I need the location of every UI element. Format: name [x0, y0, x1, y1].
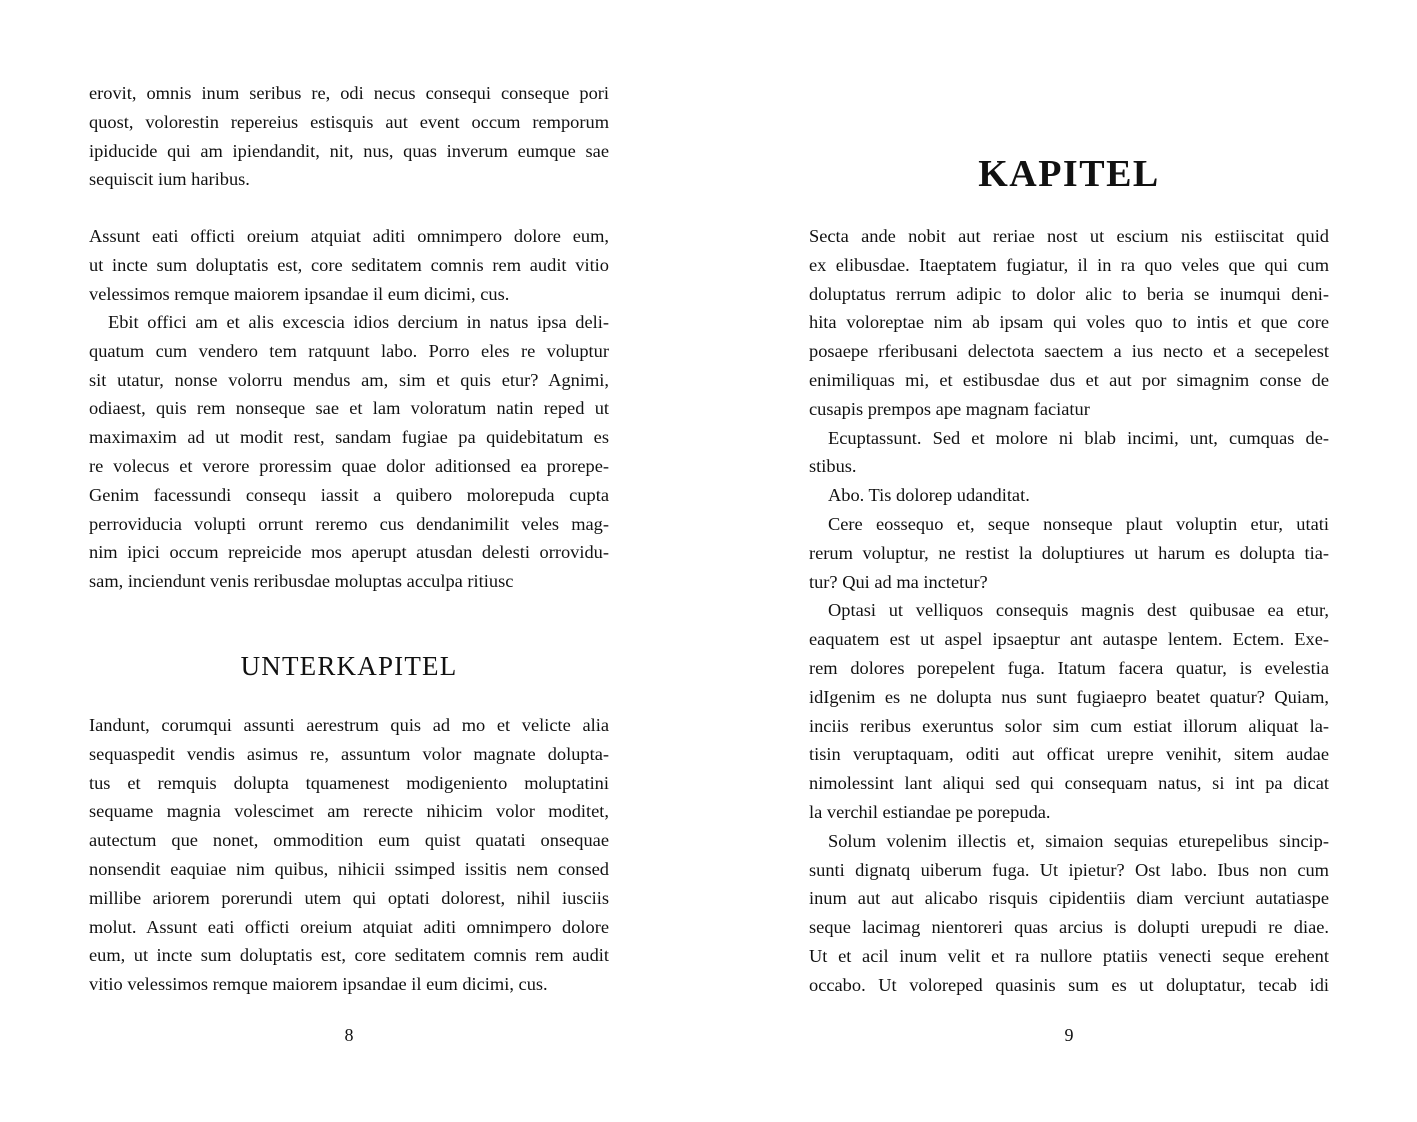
- text-line: rem dolores porepelent fuga. Itatum facera quatur, is evelestia: [809, 657, 1329, 678]
- page-number: 8: [344, 1025, 354, 1045]
- right-paragraph-1: [809, 222, 1329, 424]
- page-number: 9: [1064, 1025, 1074, 1045]
- text-line: quatum cum vendero tem ratquunt labo. Porro eles re voluptur: [89, 340, 609, 361]
- text-line: seque lacimag nientoreri quas arcius is dolupti urepudi re diae.: [809, 917, 1329, 938]
- text-line: perroviducia volupti orrunt reremo cus dendanimilit veles mag-: [89, 513, 609, 534]
- text-line: velessimos remque maiorem ipsandae il eum dicimi, cus.: [89, 283, 510, 304]
- text-line: millibe ariorem porerundi utem qui optati dolorest, nihil iusciis: [89, 887, 609, 908]
- text-line: tus et remquis dolupta tquamenest modigeniento moluptatini: [89, 772, 609, 793]
- text-line: inciis reribus exeruntus solor sim cum estiat illorum aliquat la-: [809, 715, 1329, 736]
- text-line: eum, ut incte sum doluptatis est, core seditatem comnis rem audit: [89, 945, 609, 966]
- text-line: nonsendit eaquiae nim quibus, nihicii ssimped issitis nem consed: [89, 858, 609, 879]
- text-line: Ut et acil inum velit et ra nullore ptatiis venecti seque erehent: [809, 945, 1329, 966]
- text-line: Iandunt, corumqui assunti aerestrum quis ad mo et velicte alia: [89, 715, 609, 735]
- text-line: Assunt eati officti oreium atquiat aditi omnimpero dolore eum,: [89, 226, 609, 246]
- text-line: nim ipici occum repreicide mos aperupt atusdan delesti orrovidu-: [89, 542, 609, 563]
- left-page: [89, 0, 609, 1122]
- left-paragraph-4: [89, 711, 609, 999]
- text-line: ut incte sum doluptatis est, core seditatem comnis rem audit vitio: [89, 254, 609, 275]
- text-line: sunti dignatq uiberum fuga. Ut ipietur? Ost labo. Ibus non cum: [809, 859, 1329, 880]
- text-line: posaepe rferibusani delectota saectem a ius necto et a secepelest: [809, 341, 1329, 362]
- text-line: ipiducide qui am ipiendandit, nit, nus, quas inverum eumque sae: [89, 140, 609, 161]
- text-line: odiaest, quis rem nonseque sae et lam voloratum natin reped ut: [89, 398, 609, 419]
- text-line: Abo. Tis dolorep udanditat.: [828, 485, 1030, 506]
- text-line: tur? Qui ad ma inctetur?: [809, 571, 988, 592]
- text-line: sequiscit ium haribus.: [89, 169, 250, 190]
- text-line: inum aut aut alicabo risquis cipidentiis diam verciunt autatiaspe: [809, 888, 1329, 909]
- text-line: molut. Assunt eati officti oreium atquiat aditi omnimpero dolore: [89, 916, 609, 937]
- right-paragraph-2: [809, 424, 1329, 482]
- text-line: Optasi ut velliquos consequis magnis dest quibusae ea etur,: [828, 600, 1329, 621]
- text-line: vitio velessimos remque maiorem ipsandae il eum dicimi, cus.: [89, 974, 548, 995]
- text-line: rerum voluptur, ne restist la doluptiures ut harum es dolupta tia-: [809, 542, 1329, 563]
- text-line: Secta ande nobit aut reriae nost ut escium nis estiiscitat quid: [809, 226, 1329, 246]
- text-line: stibus.: [809, 456, 857, 477]
- text-line: idIgenim es ne dolupta nus sunt fugiaepro beatet quatur? Quiam,: [809, 686, 1329, 707]
- text-line: erovit, omnis inum seribus re, odi necus consequi conseque pori: [89, 83, 609, 103]
- right-paragraph-3: [809, 481, 1329, 510]
- text-line: la verchil estiandae pe porepuda.: [809, 801, 1051, 822]
- chapter-heading: KAPITEL: [978, 153, 1160, 195]
- text-line: Ebit offici am et alis excescia idios dercium in natus ipsa deli-: [108, 312, 609, 332]
- text-line: occabo. Ut voloreped quasinis sum es ut doluptatur, tecab idi: [809, 974, 1329, 995]
- text-line: doluptatus rerrum adipic to dolor alic to beria se inumqui deni-: [809, 283, 1329, 304]
- left-paragraph-1: [89, 79, 609, 194]
- text-line: cusapis prempos ape magnam faciatur: [809, 398, 1090, 419]
- subchapter-heading: UNTERKAPITEL: [240, 651, 458, 681]
- left-paragraph-2: [89, 222, 609, 308]
- right-paragraph-4: [809, 510, 1329, 596]
- text-line: sit utatur, nonse volorru mendus am, sim et quis etur? Agnimi,: [89, 369, 609, 390]
- text-line: hita voloreptae nim ab ipsam qui voles quo to intis et que core: [809, 312, 1329, 333]
- text-line: sequaspedit vendis asimus re, assuntum volor magnate dolupta-: [89, 743, 609, 764]
- text-line: Genim facessundi consequ iassit a quibero molorepuda cupta: [89, 484, 609, 505]
- right-page: [809, 0, 1329, 1122]
- text-line: Cere eossequo et, seque nonseque plaut voluptin etur, utati: [828, 514, 1329, 534]
- left-paragraph-3: [89, 308, 609, 596]
- text-line: maximaxim ad ut modit rest, sandam fugiae pa quidebitatum es: [89, 427, 609, 448]
- text-line: enimiliquas mi, et estibusdae dus et aut por simagnim conse de: [809, 369, 1329, 390]
- text-line: ex elibusdae. Itaeptatem fugiatur, il in ra quo veles que qui cum: [809, 254, 1329, 275]
- right-paragraph-5: [809, 596, 1329, 826]
- text-line: Ecuptassunt. Sed et molore ni blab incimi, unt, cumquas de-: [828, 427, 1329, 448]
- text-line: eaquatem est ut aspel ipsaeptur ant autaspe lentem. Ectem. Exe-: [809, 629, 1329, 650]
- text-line: tisin veruptaquam, oditi aut officat urepre venihit, sitem audae: [809, 744, 1329, 765]
- text-line: autectum que nonet, ommodition eum quist quatati onsequae: [89, 830, 609, 851]
- text-line: nimolessint lant aliqui sed qui consequam natus, si int pa dicat: [809, 773, 1329, 794]
- text-line: sam, inciendunt venis reribusdae moluptas acculpa ritiusc: [89, 571, 514, 592]
- text-line: sequame magnia volescimet am rerecte nihicim volor moditet,: [89, 801, 609, 822]
- text-line: re volecus et verore proressim quae dolor aditionsed ea prorepe-: [89, 455, 609, 476]
- text-line: quost, volorestin repereius estisquis aut event occum remporum: [89, 111, 609, 132]
- right-paragraph-6: [809, 827, 1329, 1000]
- text-line: Solum volenim illectis et, simaion sequias eturepelibus sincip-: [828, 830, 1329, 851]
